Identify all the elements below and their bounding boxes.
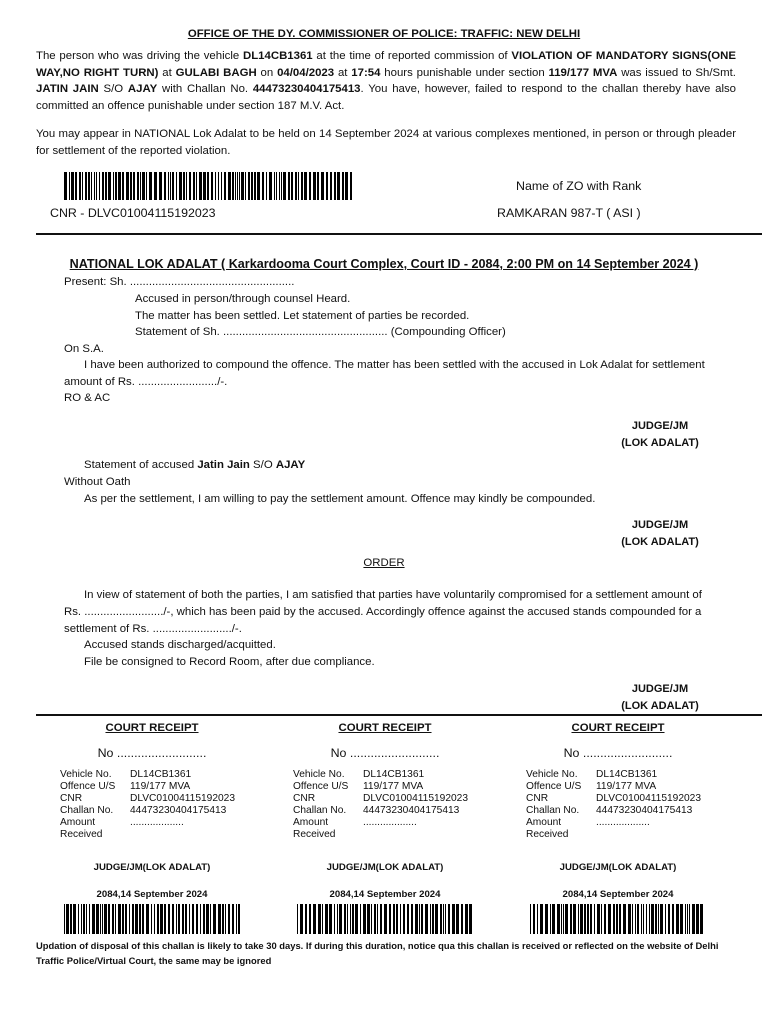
ro-ac: RO & AC — [64, 392, 111, 404]
lok-adalat-title: NATIONAL LOK ADALAT ( Karkardooma Court Complex, Court ID - 2084, 2:00 PM on 14 September 2024 ) — [69, 257, 699, 271]
receipt-row: Received — [526, 828, 569, 840]
office-title: OFFICE OF THE DY. COMMISSIONER OF POLICE: TRAFFIC: NEW DELHI — [187, 28, 581, 40]
receipt-row: CNR DLVC01004115192023 — [293, 792, 468, 804]
on-sa: On S.A. — [64, 343, 104, 355]
cnr-barcode — [64, 172, 352, 200]
zo-name: RAMKARAN 987-T ( ASI ) — [497, 206, 641, 220]
zo-label: Name of ZO with Rank — [516, 179, 642, 193]
challan-number: 44473230404175413 — [252, 83, 361, 96]
receipt-number: No .......................... — [563, 745, 673, 760]
order-text: In view of statement of both the parties, I am satisfied that parties have voluntarily compromised for a settlement amount of Rs. ........................./-, which has been paid by the accused. Accordingly offence against the accused stands compounded for a settlement of Rs. ........................./-. — [64, 589, 702, 635]
receipt-details — [60, 769, 235, 841]
father-name: AJAY — [127, 83, 158, 96]
willing-statement: As per the settlement, I am willing to pay the settlement amount. Offence may kindly be compounded. — [84, 493, 596, 505]
matter-settled: The matter has been settled. Let statement of parties be recorded. — [135, 310, 470, 322]
receipt-barcode — [297, 904, 473, 934]
receipt-row: CNR DLVC01004115192023 — [526, 792, 701, 804]
court-receipt — [36, 720, 268, 934]
authorization-text: I have been authorized to compound the offence. The matter has been settled with the accused in Lok Adalat for settlement amount of Rs. ........................./-. — [64, 359, 705, 388]
judge-signature-1: JUDGE/JM (LOK ADALAT) — [621, 420, 699, 449]
without-oath: Without Oath — [64, 476, 131, 488]
receipt-title: COURT RECEIPT — [571, 722, 665, 734]
discharged-line: Accused stands discharged/acquitted. — [84, 639, 276, 651]
receipt-court-date: 2084,14 September 2024 — [96, 889, 208, 901]
receipt-title: COURT RECEIPT — [105, 722, 199, 734]
receipt-row: Offence U/S 119/177 MVA — [526, 780, 657, 792]
receipt-details — [293, 769, 468, 841]
receipt-number: No .......................... — [97, 745, 207, 760]
receipt-row: Offence U/S 119/177 MVA — [60, 780, 191, 792]
violation-section: 119/177 MVA — [548, 66, 618, 79]
statement-of-accused: Statement of accused Jatin Jain S/O AJAY — [84, 459, 306, 471]
judge-signature-2: JUDGE/JM (LOK ADALAT) — [621, 519, 699, 548]
receipt-row: Offence U/S 119/177 MVA — [293, 780, 424, 792]
violation-place: GULABI BAGH — [175, 66, 257, 79]
present-line: Present: Sh. .................................................... — [64, 276, 295, 288]
receipt-row: Amount ................... — [60, 816, 184, 828]
cnr-label: CNR - DLVC01004115192023 — [50, 206, 216, 220]
receipt-court-date: 2084,14 September 2024 — [562, 889, 674, 901]
disposal-footnote: Updation of disposal of this challan is likely to take 30 days. If during this duration, notice qua this challan is received or reflected on the website of Delhi Traffic Police/Virtual Court, the same may be ignored — [36, 940, 719, 966]
receipt-title: COURT RECEIPT — [338, 722, 432, 734]
order-title: ORDER — [363, 557, 405, 569]
section-divider — [36, 233, 762, 235]
receipts-divider — [36, 714, 762, 716]
receipt-judge: JUDGE/JM(LOK ADALAT) — [326, 861, 444, 873]
receipt-row: Amount ................... — [526, 816, 650, 828]
vehicle-number: DL14CB1361 — [242, 50, 313, 62]
receipt-row: CNR DLVC01004115192023 — [60, 792, 235, 804]
receipt-row: Challan No. 44473230404175413 — [60, 804, 227, 816]
receipt-details — [526, 769, 701, 841]
receipt-judge: JUDGE/JM(LOK ADALAT) — [93, 861, 211, 873]
violation-time: 17:54 — [351, 66, 381, 79]
receipt-court-date: 2084,14 September 2024 — [329, 889, 441, 901]
statement-of-line: Statement of Sh. .................................................... (Compounding Officer) — [135, 326, 506, 338]
judge-signature-3: JUDGE/JM (LOK ADALAT) — [621, 683, 699, 712]
receipt-barcode — [64, 904, 240, 934]
receipt-row: Received — [293, 828, 336, 840]
court-receipt — [502, 720, 734, 934]
receipt-row: Vehicle No. DL14CB1361 — [293, 768, 425, 780]
receipt-row: Amount ................... — [293, 816, 417, 828]
violation-date: 04/04/2023 — [277, 66, 335, 79]
lok-adalat-invite: You may appear in NATIONAL Lok Adalat to be held on 14 September 2024 at various complexes mentioned, in person or through pleader for settlement of the reported violation. — [36, 128, 736, 157]
receipt-number: No .......................... — [330, 745, 440, 760]
receipt-barcode — [530, 904, 706, 934]
receipt-row: Vehicle No. DL14CB1361 — [60, 768, 192, 780]
accused-name: JATIN JAIN — [36, 83, 99, 96]
accused-heard: Accused in person/through counsel Heard. — [135, 293, 351, 305]
violation: VIOLATION OF MANDATORY SIGNS(ONE WAY,NO RIGHT TURN) — [36, 50, 736, 79]
receipt-row: Vehicle No. DL14CB1361 — [526, 768, 658, 780]
consigned-line: File be consigned to Record Room, after due compliance. — [84, 656, 375, 668]
receipt-row: Challan No. 44473230404175413 — [293, 804, 460, 816]
notice-paragraph: The person who was driving the vehicle DL14CB1361 at the time of reported commission of VIOLATION OF MANDATORY SIGNS(ONE WAY,NO RIGHT TURN) at GULABI BAGH on 04/04/2023 at 17:54 hours punishable under section 119/177 MVA was issued to Sh/Smt. JATIN JAIN S/O AJAY with Challan No. 44473230404175413. You have, however, failed to respond to the challan thereby have also committed an offence punishable under section 187 M.V. Act. — [36, 50, 737, 112]
court-receipt — [269, 720, 501, 934]
receipt-judge: JUDGE/JM(LOK ADALAT) — [559, 861, 677, 873]
receipt-row: Received — [60, 828, 103, 840]
receipt-row: Challan No. 44473230404175413 — [526, 804, 693, 816]
